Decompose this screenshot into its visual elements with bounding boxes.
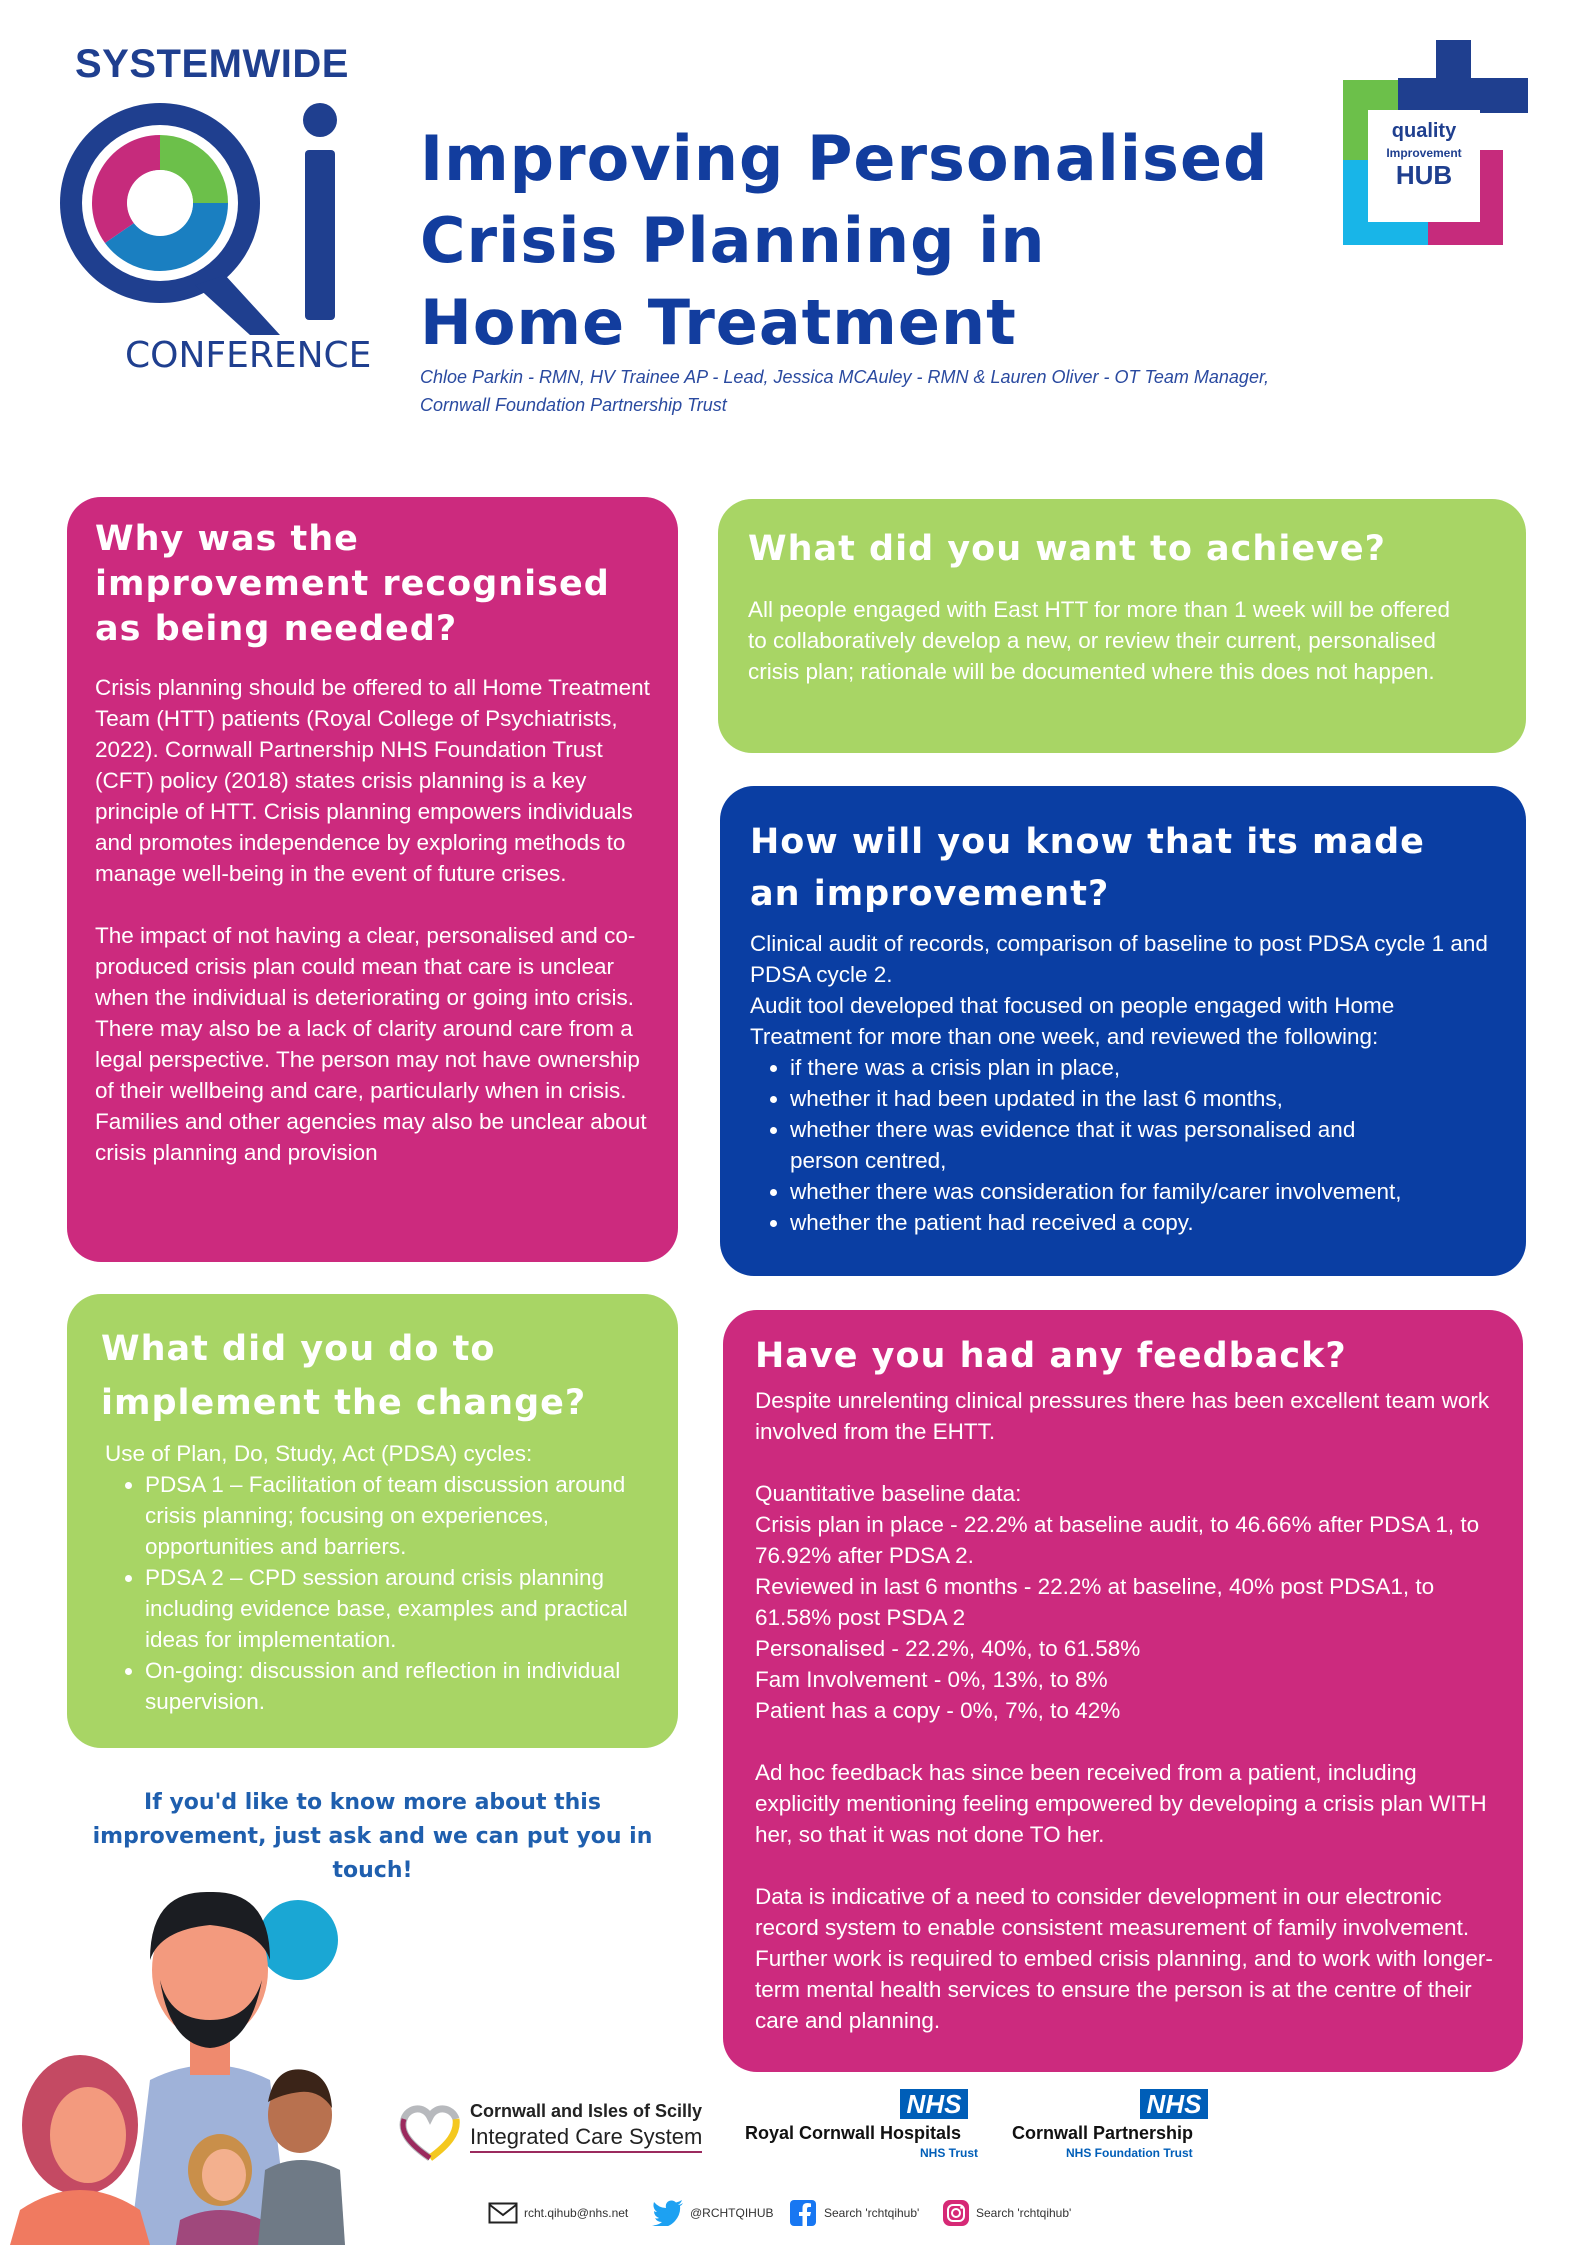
- list-item: • whether the patient had received a copy.: [790, 1207, 1496, 1238]
- title-line-3: Home Treatment: [420, 286, 1017, 359]
- feedback-panel: [723, 1310, 1523, 2072]
- implement-panel: [67, 1294, 678, 1748]
- why-paragraph-1: Crisis planning should be offered to all Home Treatment Team (HTT) patients (Royal College of Psychiatrists, 2022). Cornwall Partnership NHS Foundation Trust (CFT) policy (2018) states crisis planning is a key principle of HTT. Crisis planning empowers individuals and promotes independence by exploring methods to manage well-being in the event of future crises.: [95, 675, 650, 886]
- list-item: • PDSA 1 – Facilitation of team discussion around crisis planning; focusing on experiences, opportunities and barriers.: [145, 1469, 645, 1562]
- list-item: • PDSA 2 – CPD session around crisis planning including evidence base, examples and practical ideas for implementation.: [145, 1562, 645, 1655]
- rch-sub: NHS Trust: [920, 2146, 979, 2160]
- know-intro: Clinical audit of records, comparison of baseline to post PDSA cycle 1 and PDSA cycle 2. Audit tool developed that focused on people engaged with Home Treatment for more than one week, and reviewed the following:: [750, 931, 1488, 1049]
- twitter-link[interactable]: @RCHTQIHUB: [690, 2206, 774, 2220]
- know-panel: [720, 786, 1526, 1276]
- achieve-panel: [718, 499, 1526, 753]
- rch-logo: [740, 2085, 980, 2165]
- implement-heading: What did you do to implement the change?: [101, 1329, 587, 1423]
- know-bullet-list: [750, 1052, 1496, 1238]
- title-line-1: Improving Personalised: [420, 122, 1269, 195]
- cpt-sub: NHS Foundation Trust: [1066, 2146, 1193, 2160]
- why-panel: [67, 497, 678, 1262]
- footer-contacts: [488, 2198, 1128, 2228]
- rch-name: Royal Cornwall Hospitals: [745, 2123, 962, 2143]
- qi-ring-icon: [55, 95, 385, 335]
- feedback-paragraph-4: Data is indicative of a need to consider development in our electronic record system to enable consistent measurement of family involvement. Further work is required to embed crisis planning, and to work with longer-term mental health services to ensure the person is at the centre of their care and planning.: [755, 1884, 1493, 2033]
- hub-line-1: quality: [1391, 120, 1457, 142]
- implement-bullet-list: [101, 1469, 645, 1717]
- why-paragraph-2: The impact of not having a clear, personalised and co-produced crisis plan could mean that care is unclear when the individual is deteriorating or going into crisis. There may also be a lack of clarity around care from a legal perspective. The person may not have ownership of their wellbeing and care, particularly when in crisis. Families and other agencies may also be unclear about crisis planning and provision: [95, 923, 647, 1165]
- conference-bottom-text: CONFERENCE: [125, 335, 372, 376]
- ics-logo: [398, 2097, 718, 2162]
- qi-conference-logo: [55, 40, 385, 380]
- email-link[interactable]: rcht.qihub@nhs.net: [524, 2206, 629, 2220]
- feedback-paragraph-1: Despite unrelenting clinical pressures there has been excellent team work involved from the EHTT.: [755, 1388, 1490, 1444]
- list-item: • whether it had been updated in the last 6 months,: [790, 1083, 1496, 1114]
- feedback-paragraph-3: Ad hoc feedback has since been received from a patient, including explicitly mentioning feeling empowered by developing a crisis plan WITH her, so that it was not done TO her.: [755, 1760, 1487, 1847]
- list-item: • whether there was evidence that it was personalised and person centred,: [790, 1114, 1430, 1176]
- facebook-link[interactable]: Search 'rchtqihub': [824, 2206, 920, 2220]
- authors-line-1: Chloe Parkin - RMN, HV Trainee AP - Lead, Jessica MCAuley - RMN & Lauren Oliver - OT Team Manager,: [420, 367, 1269, 387]
- contact-prompt: If you'd like to know more about this improvement, just ask and we can put you in touch!: [92, 1790, 653, 1883]
- ics-line-2: Integrated Care System: [470, 2124, 702, 2153]
- instagram-link[interactable]: Search 'rchtqihub': [976, 2206, 1072, 2220]
- hub-line-2: Improvement: [1386, 146, 1462, 160]
- rch-nhs-badge: NHS: [900, 2089, 968, 2119]
- list-item: • whether there was consideration for family/carer involvement,: [790, 1176, 1496, 1207]
- title-line-2: Crisis Planning in: [420, 204, 1046, 277]
- cpt-name: Cornwall Partnership: [1012, 2123, 1194, 2143]
- ics-line-1: Cornwall and Isles of Scilly: [470, 2101, 703, 2121]
- authors-line-2: Cornwall Foundation Partnership Trust: [420, 395, 727, 415]
- feedback-paragraph-2: Quantitative baseline data: Crisis plan in place - 22.2% at baseline audit, to 46.66% after PDSA 1, to 76.92% after PDSA 2. Reviewed in last 6 months - 22.2% at baseline, 40% post PDSA1, to 61.58% post PSDA 2 Personalised - 22.2%, 40%, to 61.58% Fam Involvement - 0%, 13%, to 8% Patient has a copy - 0%, 7%, to 42%: [755, 1481, 1480, 1723]
- instagram-icon: [943, 2200, 969, 2229]
- cpt-nhs-badge: NHS: [1140, 2089, 1208, 2119]
- feedback-heading: Have you had any feedback?: [755, 1336, 1347, 1376]
- poster-title: [420, 118, 1268, 364]
- facebook-icon: [790, 2200, 816, 2229]
- know-heading: How will you know that its made an improvement?: [750, 822, 1425, 914]
- achieve-heading: What did you want to achieve?: [748, 529, 1386, 569]
- achieve-text: All people engaged with East HTT for more than 1 week will be offered to collaboratively develop a new, or review their current, personalised crisis plan; rationale will be documented where this does not happen.: [748, 597, 1451, 684]
- quality-improvement-hub-logo: [1338, 40, 1533, 250]
- email-icon: [488, 2202, 518, 2227]
- people-illustration: [0, 1870, 400, 2245]
- implement-intro: Use of Plan, Do, Study, Act (PDSA) cycles:: [105, 1441, 533, 1466]
- hub-plus-icon: [1338, 40, 1533, 250]
- conference-top-text: SYSTEMWIDE: [75, 42, 349, 86]
- heart-icon: [398, 2103, 463, 2161]
- cpt-logo: [1012, 2085, 1212, 2165]
- authors: [420, 363, 1269, 419]
- twitter-icon: [652, 2200, 684, 2229]
- why-heading: Why was the improvement recognised as being needed?: [95, 519, 610, 649]
- hub-line-3: HUB: [1395, 160, 1453, 190]
- list-item: • if there was a crisis plan in place,: [790, 1052, 1496, 1083]
- list-item: • On-going: discussion and reflection in individual supervision.: [145, 1655, 645, 1717]
